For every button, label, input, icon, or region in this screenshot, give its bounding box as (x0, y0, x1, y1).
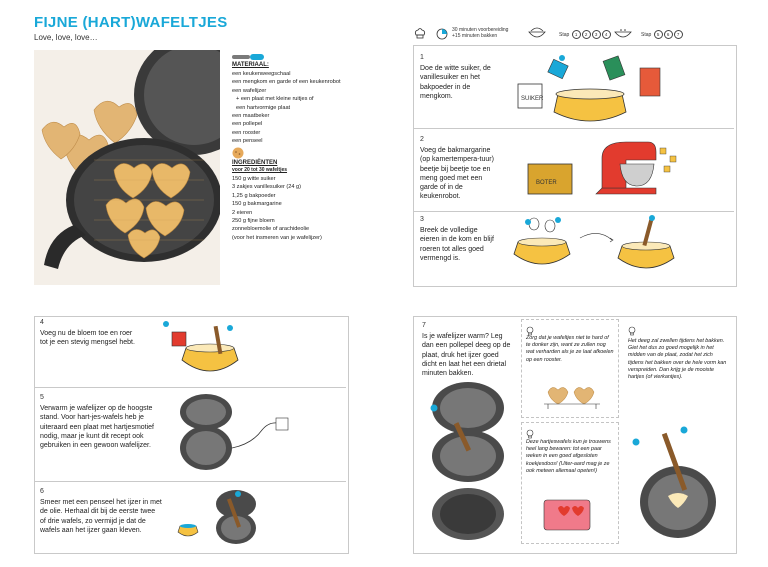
step-number: 7 (422, 322, 426, 329)
waffle-photo (34, 50, 220, 285)
step-7-illustration (420, 380, 516, 551)
prep-time: 30 minuten voorbereiding +15 minuten bakken (452, 27, 509, 39)
divider (35, 387, 346, 388)
list-item: (voor het insmeren van je wafelijzer) (232, 234, 322, 241)
stap-group-a: Stap 1 2 3 4 (559, 30, 611, 39)
page-title: FIJNE (HART)WAFELTJES (34, 14, 228, 31)
step-number: 4 (40, 319, 44, 326)
list-item: een penseel (232, 138, 263, 145)
materials-title: MATERIAAL: (232, 62, 269, 68)
tip-text: Het deeg zal zwellen tijdens het bakken. Giet het dus zo goed mogelijk in het midden van de plaat, zodat het zich tijdens het bakken over de hele vorm kan verspreiden. Dan krijg je de mooiste hartjes (of vierkantjes). (628, 338, 727, 381)
clock-icon (436, 27, 448, 45)
list-item: 250 g fijne bloem (232, 218, 275, 225)
list-item: 150 g witte suiker (232, 176, 276, 182)
step-4-illustration (160, 320, 260, 387)
step-number: 6 (40, 488, 44, 495)
step-text: Breek de volledige eieren in de kom en blijf roeren tot alles goed vermengd is. (420, 227, 494, 262)
list-item: 3 zakjes vanillesuiker (24 g) (232, 184, 302, 191)
step-2-illustration (520, 138, 690, 208)
list-item: + een plaat met kleine ruitjes of (236, 96, 314, 103)
batter-pour-illustration (628, 412, 728, 549)
chef-hat-icon (414, 27, 426, 45)
step-text: Verwarm je wafelijzer op de hoogste stand. Voor hart-jes-wafels heb je uiteraard een plaat met hartjesmotief nodig, maar je kunt dit recept ook gebruiken in een gewoon wafelijzer. (40, 405, 155, 450)
list-item: 1,25 g bakpoeder (232, 192, 276, 199)
step-text: Smeer met een penseel het ijzer in met de olie. Herhaal dit bij de eerste twee of drie wafels, zo vermijd je dat de wafels aan het ijzer gaan kleven. (40, 499, 162, 534)
divider (414, 211, 734, 212)
sleeping-bowl-icon (527, 26, 547, 44)
step-5-illustration (176, 392, 296, 483)
tip-text: Deze hartjeswafels kun je trouwens heel lang bewaren: tot een paar weken in een goed afgesloten koekjesdoos! (Uiter-aard mag je ze ook meteen allemaal opeten!) (526, 439, 611, 474)
step-text: Is je wafelijzer warm? Leg dan een pollepel deeg op de plaat, druk het ijzer goed dicht en laat het een drietal minuten bakken. (422, 333, 511, 378)
list-item: een hartvormige plaat (236, 104, 291, 111)
waffles-on-rack-illustration (542, 380, 602, 415)
list-item: een keukenweegschaal (232, 71, 291, 77)
list-item: een maatbeker (232, 113, 270, 120)
svg-text:BOTER: BOTER (536, 180, 557, 186)
step-text: Doe de witte suiker, de vanillesuiker en het bakpoeder in de mengkom. (420, 65, 491, 100)
stap-group-b: Stap 5 6 7 (641, 30, 683, 39)
ingredients-subtitle: voor 20 tot 30 wafeltjes (232, 167, 288, 173)
materials-list (232, 70, 372, 146)
step-text: Voeg nu de bloem toe en roer tot je een stevig mengsel hebt. (40, 330, 135, 347)
step-text: Voeg de bakmargarine (op kamertempera-tuur) beetje bij beetje toe en meng goed met een garde of in de keukenrobot. (420, 147, 494, 201)
cookie-tin-illustration (542, 492, 592, 537)
svg-text:SUIKER: SUIKER (521, 96, 544, 102)
ingredients-list (232, 175, 382, 242)
list-item: 2 eieren (232, 209, 253, 216)
page-subtitle: Love, love, love… (34, 33, 98, 42)
step-number: 1 (420, 54, 424, 61)
list-item: een wafelijzer (232, 87, 267, 94)
step-number: 3 (420, 216, 424, 223)
list-item: zonnebloemolie of arachideolie (232, 226, 310, 233)
step-number: 5 (40, 394, 44, 401)
tip-text: Zorg dat je wafeltjes niet te hard of te donker zijn, want ze zullen nog wat verharden als je ze laat afkoelen op een rooster. (526, 335, 614, 363)
step-6-illustration (176, 488, 266, 551)
list-item: een rooster (232, 129, 261, 136)
list-item: een mengkom en garde of een keukenrobot (232, 79, 341, 86)
step-3-illustration (510, 214, 680, 284)
smiley-bowl-icon (613, 26, 633, 44)
list-item: 150 g bakmargarine (232, 201, 282, 208)
ingredients-title: INGREDIËNTEN (232, 160, 278, 166)
step-1-illustration (510, 54, 680, 129)
step-number: 2 (420, 136, 424, 143)
list-item: een pollepel (232, 121, 263, 128)
